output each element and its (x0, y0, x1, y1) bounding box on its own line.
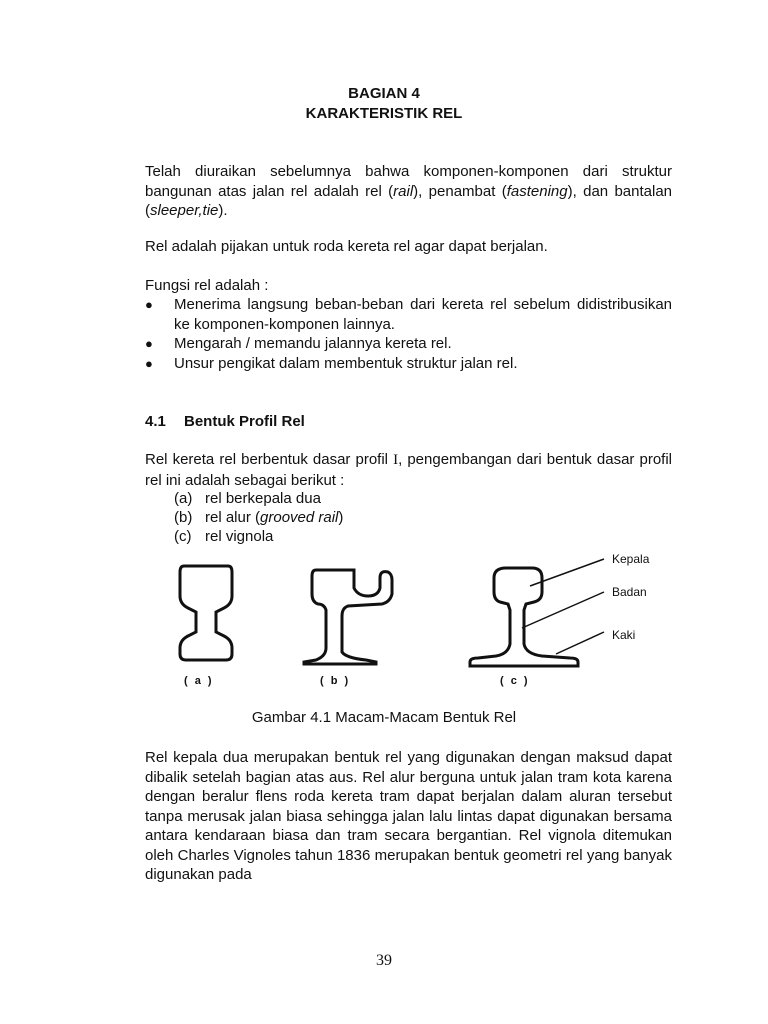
section-heading: 4.1 Bentuk Profil Rel (145, 413, 305, 430)
sublabel-a: ( a ) (184, 675, 214, 687)
leader-line-kaki (556, 632, 604, 654)
label-badan: Badan (612, 585, 647, 599)
sublabel-b: ( b ) (320, 675, 351, 687)
chapter-label: BAGIAN 4 (348, 85, 420, 102)
list-item: ● Unsur pengikat dalam membentuk struktur jalan rel. (145, 355, 518, 372)
intro-paragraph: Telah diuraikan sebelumnya bahwa komponen-komponen dari struktur bangunan atas jalan rel adalah rel (rail), penambat (fastening), dan bantalan (sleeper,tie). (145, 163, 673, 219)
rail-profiles-figure (170, 548, 670, 696)
list-item: ● Menerima langsung beban-beban dari kereta rel sebelum didistribusikan ke komponen-komponen lainnya. (145, 296, 672, 333)
figure-caption: Gambar 4.1 Macam-Macam Bentuk Rel (251, 709, 517, 726)
chapter-title: KARAKTERISTIK REL (305, 105, 463, 122)
rail-profile-b (304, 570, 392, 664)
bullet-icon: ● (145, 297, 153, 312)
section-intro-paragraph: Rel kereta rel berbentuk dasar profil I, pengembangan dari bentuk dasar profil rel ini adalah sebagai berikut : (145, 451, 672, 489)
leader-line-badan (522, 592, 604, 628)
rail-type-b: (b) rel alur (grooved rail) (174, 509, 344, 526)
fungsi-title: Fungsi rel adalah : (145, 277, 269, 294)
body-paragraph: Rel kepala dua merupakan bentuk rel yang digunakan dengan maksud dapat dibalik setelah bagian atas aus. Rel alur berguna untuk jalan tram kota karena dengan beralur flens roda kereta tram dapat berjalan dalam aluran tersebut tanpa merusak jalan biasa sehingga jalan lalu lintas dapat digunakan bersama antara kendaraan biasa dan tram secara bergantian. Rel vignola ditemukan oleh Charles Vignoles tahun 1836 merupakan bentuk geometri rel yang banyak digunakan pada (145, 749, 672, 883)
list-item: ● Mengarah / memandu jalannya kereta rel. (145, 335, 452, 352)
page-number: 39 (376, 952, 392, 969)
sublabel-c: ( c ) (500, 675, 530, 687)
rail-type-c: (c) rel vignola (174, 528, 274, 545)
rail-profile-a (180, 566, 232, 660)
definition-text: Rel adalah pijakan untuk roda kereta rel agar dapat berjalan. (145, 238, 548, 255)
label-kepala: Kepala (612, 552, 650, 566)
label-kaki: Kaki (612, 628, 636, 642)
bullet-icon: ● (145, 336, 153, 351)
bullet-icon: ● (145, 356, 153, 371)
rail-type-a: (a) rel berkepala dua (174, 490, 321, 507)
